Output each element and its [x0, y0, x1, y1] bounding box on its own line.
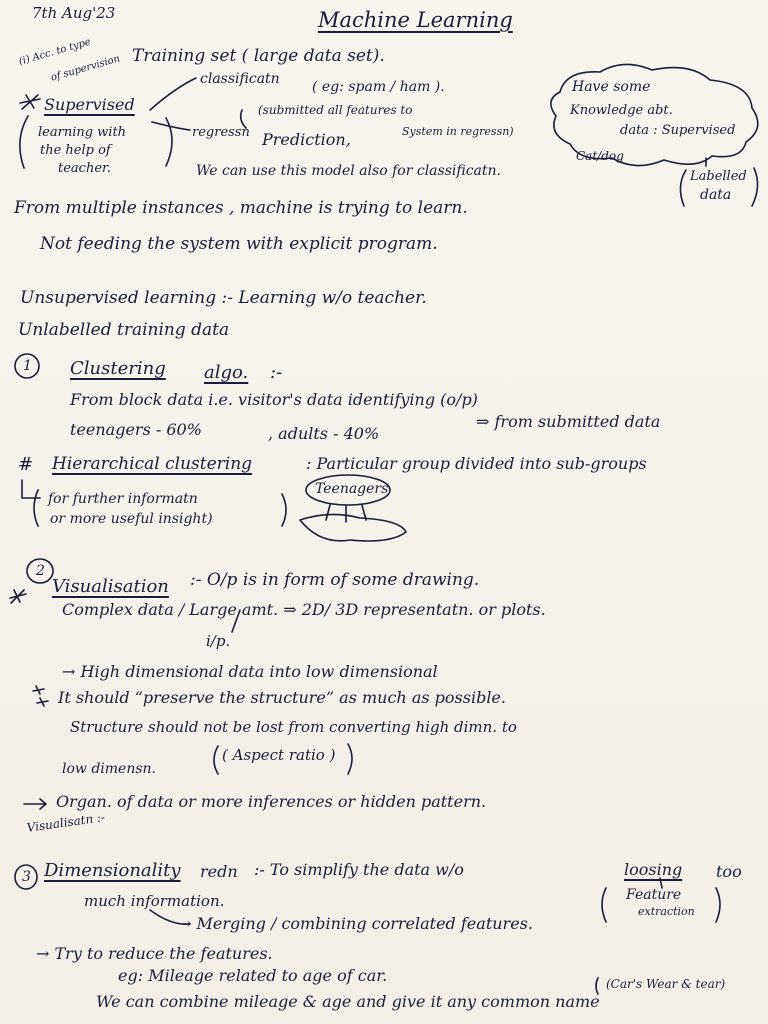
submitted-features-note: (submitted all features to: [258, 103, 413, 117]
teenagers-bubble-label: Teenagers: [315, 481, 389, 497]
organ-arrow: [24, 799, 46, 809]
knowledge-cloud-line-2: Knowledge abt.: [570, 103, 673, 118]
type-note-2: of supervision: [49, 53, 122, 84]
teenagers-subgroup-lines: [326, 505, 366, 522]
further-line-1: for further informatn: [48, 491, 198, 507]
type-note-1: (i) Acc. to type: [17, 36, 93, 68]
further-right-paren: [282, 494, 286, 526]
supervised-paren-line-3: teacher.: [58, 161, 111, 176]
hierarchical-bend-arrow: [22, 480, 40, 498]
dimensionality-redn: redn: [200, 862, 238, 881]
supervised-paren-line-1: learning with: [38, 125, 127, 140]
page-title: Machine Learning: [318, 8, 513, 32]
try-reduce-line: → Try to reduce the features.: [36, 944, 273, 963]
particular-line: : Particular group divided into sub-groups: [306, 454, 647, 473]
supervised-star: [20, 95, 40, 109]
too-word: too: [716, 862, 742, 881]
high-dim-line: → High dimensional data into low dimensional: [62, 662, 438, 681]
classification-branch-arrow: [150, 78, 196, 110]
teenagers-subgroup-cloud: [300, 514, 406, 541]
dimensionality-number: 3: [22, 869, 31, 885]
system-regression-note: System in regressn): [402, 125, 514, 138]
labelled-right-paren: [752, 168, 758, 206]
cars-wear-note: (Car's Wear & tear): [606, 977, 726, 991]
labelled-line-2: data: [700, 187, 732, 203]
use-model-line: We can use this model also for classificatn.: [196, 163, 501, 179]
supervised-left-paren: [20, 116, 28, 168]
clustering-heading: Clustering: [70, 358, 166, 379]
teenagers-60: teenagers - 60%: [70, 420, 202, 439]
not-feeding-line: Not feeding the system with explicit program.: [40, 234, 438, 254]
unsupervised-line: Unsupervised learning :- Learning w/o teacher.: [20, 288, 427, 308]
clustering-number: 1: [23, 358, 32, 374]
we-can-combine-line: We can combine mileage & age and give it any common name: [96, 992, 600, 1011]
merging-line: → Merging / combining correlated features.: [178, 914, 533, 933]
from-submitted: ⇒ from submitted data: [476, 412, 661, 431]
low-dim-note: low dimensn.: [62, 761, 157, 777]
unlabelled-line: Unlabelled training data: [18, 320, 230, 340]
feature-right-paren: [716, 888, 720, 922]
hierarchical-heading: Hierarchical clustering: [52, 454, 253, 474]
from-multiple-line: From multiple instances , machine is trying to learn.: [14, 198, 468, 218]
to-simplify-line: :- To simplify the data w/o: [254, 860, 464, 879]
knowledge-cloud-line-3: data : Supervised: [620, 123, 736, 138]
prediction-label: Prediction,: [262, 130, 351, 149]
much-info-line: much information.: [84, 892, 225, 910]
visualisatn-note: Visualisatn :-: [25, 810, 106, 835]
organ-line: Organ. of data or more inferences or hidden pattern.: [56, 792, 487, 811]
aspect-note: ( Aspect ratio ): [222, 746, 336, 764]
labelled-left-paren: [680, 170, 686, 206]
from-block-line: From block data i.e. visitor's data identifying (o/p): [70, 390, 478, 409]
regression-label: regressn: [192, 125, 250, 140]
dimensionality-heading: Dimensionality: [44, 860, 181, 881]
spam-example: ( eg: spam / ham ).: [312, 79, 445, 95]
it-should-line: It should “preserve the structure” as much as possible.: [58, 688, 506, 707]
further-line-2: or more useful insight): [50, 511, 213, 527]
further-left-paren: [34, 490, 38, 526]
visualisation-number: 2: [36, 563, 45, 579]
visualisation-star: [10, 590, 26, 603]
eg-mileage-line: eg: Mileage related to age of car.: [118, 966, 388, 985]
supervised-heading: Supervised: [44, 95, 135, 114]
aspect-left-paren: [214, 746, 218, 774]
regression-branch-arrow: [152, 122, 190, 130]
knowledge-cloud-line-1: Have some: [572, 79, 651, 95]
clustering-sep: :-: [270, 362, 283, 383]
visualisation-heading: Visualisation: [52, 576, 169, 597]
feature-line-2: extraction: [638, 905, 695, 918]
feature-line-1: Feature: [626, 887, 682, 903]
ip-note: i/p.: [206, 632, 231, 650]
structure-line: Structure should not be lost from converting high dimn. to: [70, 718, 517, 736]
supervised-right-paren: [166, 118, 172, 166]
page-date: 7th Aug'23: [32, 4, 116, 22]
loosing-word: loosing: [624, 860, 683, 879]
aspect-right-paren: [348, 744, 352, 774]
hierarchical-hash: #: [18, 454, 34, 475]
labelled-line-1: Labelled: [690, 169, 747, 184]
clustering-algo: algo.: [204, 362, 249, 383]
training-set-line: Training set ( large data set).: [132, 46, 385, 66]
supervised-paren-line-2: the help of: [40, 143, 111, 158]
classification-label: classificatn: [200, 71, 280, 87]
op-drawing-line: :- O/p is in form of some drawing.: [190, 570, 480, 590]
double-star: [33, 686, 48, 706]
complex-line: Complex data / Large amt. ⇒ 2D/ 3D representatn. or plots.: [62, 600, 546, 619]
adults-40: , adults - 40%: [268, 424, 380, 443]
cat-dog-note: Cat/dog: [576, 149, 624, 163]
feature-left-paren: [602, 888, 606, 922]
